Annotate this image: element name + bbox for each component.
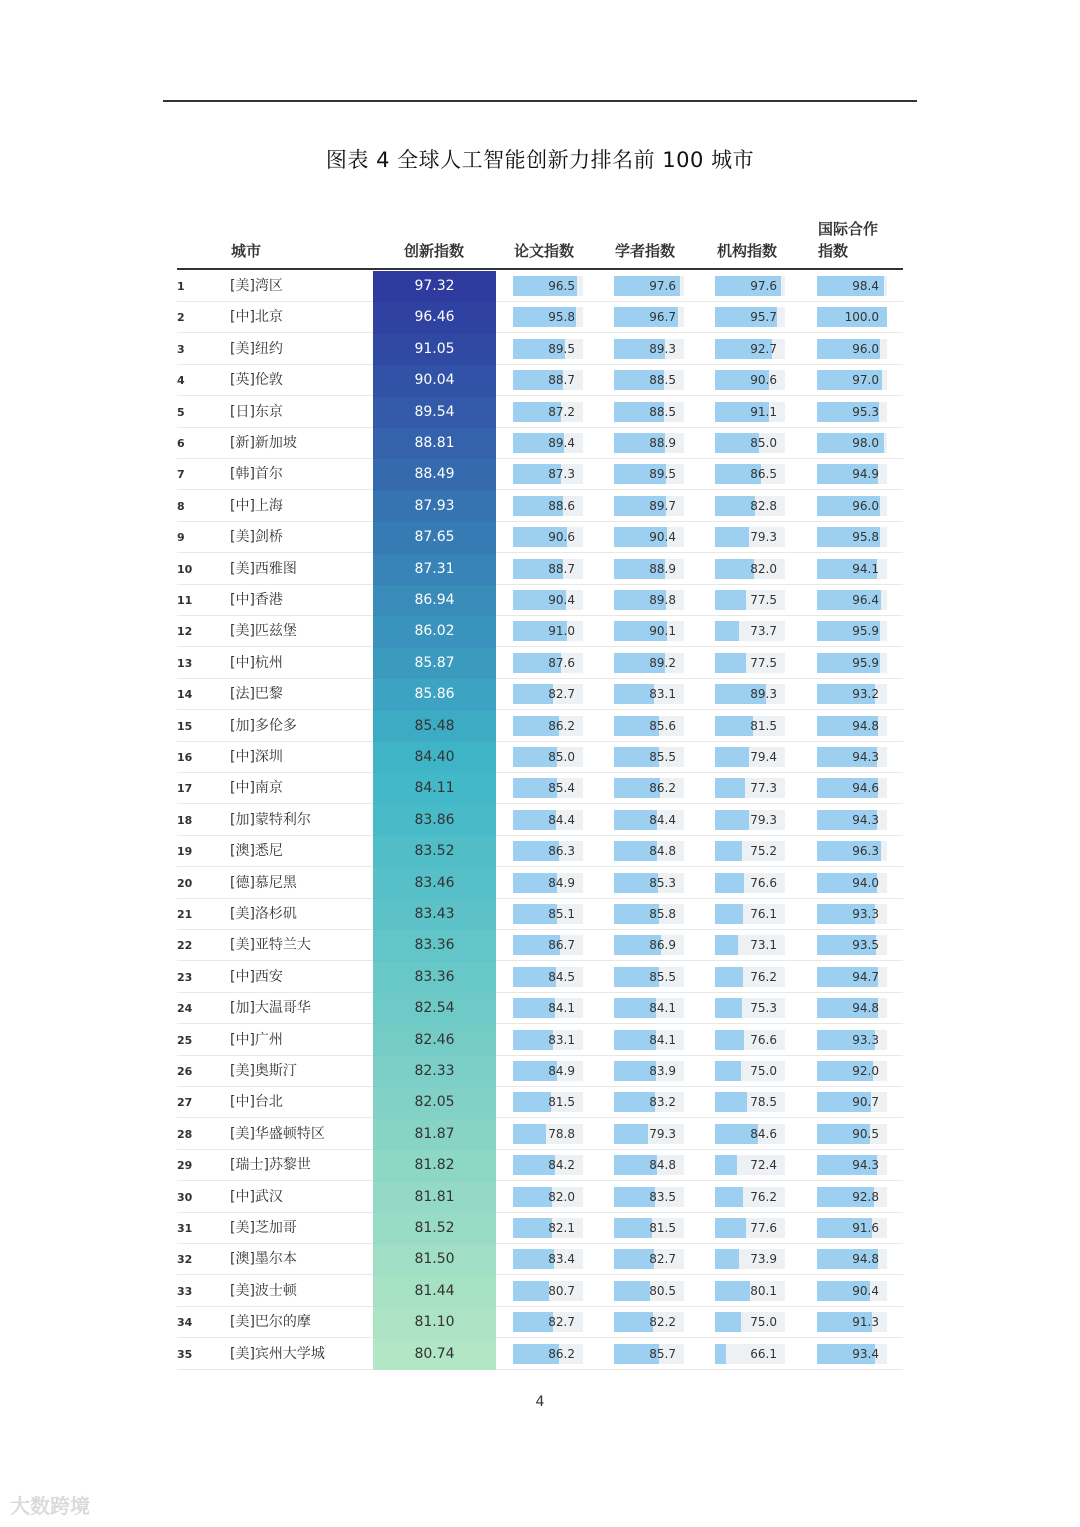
city-label: [新]新加坡 xyxy=(230,435,297,451)
institution-value: 72.4 xyxy=(750,1158,777,1173)
rank-label: 29 xyxy=(177,1159,193,1173)
rank-label: 21 xyxy=(177,908,193,921)
header-scholar: 学者指数 xyxy=(615,242,676,260)
institution-value: 77.5 xyxy=(750,655,777,670)
scholar-value: 83.2 xyxy=(649,1095,676,1110)
page-number: 4 xyxy=(535,1394,545,1410)
rank-label: 16 xyxy=(177,751,193,764)
city-label: [瑞士]苏黎世 xyxy=(230,1157,311,1174)
scholar-value: 88.9 xyxy=(649,561,676,576)
rank-label: 12 xyxy=(177,625,193,639)
scholar-value: 84.4 xyxy=(649,812,676,827)
paper-value: 85.4 xyxy=(548,781,575,796)
city-label: [美]匹兹堡 xyxy=(230,623,297,640)
scholar-value: 85.3 xyxy=(649,875,676,890)
header-intl xyxy=(818,218,878,262)
intl-value: 96.0 xyxy=(852,341,879,356)
innovation-index-cell: 82.46 xyxy=(373,1025,496,1056)
paper-value: 84.9 xyxy=(548,875,575,890)
innovation-index-cell: 81.50 xyxy=(373,1244,496,1275)
innovation-index-cell: 83.52 xyxy=(373,836,496,867)
institution-value: 90.6 xyxy=(750,373,777,388)
innovation-index-cell: 82.05 xyxy=(373,1087,496,1118)
paper-value: 86.2 xyxy=(548,718,575,733)
innovation-index-cell: 87.93 xyxy=(373,491,496,522)
paper-value: 91.0 xyxy=(548,624,575,639)
intl-value: 90.4 xyxy=(852,1283,879,1298)
paper-value: 87.3 xyxy=(548,467,575,482)
city-label: [日]东京 xyxy=(230,403,283,420)
institution-value: 89.3 xyxy=(750,687,777,702)
rank-label: 30 xyxy=(177,1190,193,1204)
scholar-value: 90.4 xyxy=(649,530,676,545)
intl-value: 94.7 xyxy=(852,969,879,984)
scholar-value: 84.1 xyxy=(649,1001,676,1016)
innovation-index-cell: 85.87 xyxy=(373,648,496,679)
header-intl-line2: 指数 xyxy=(818,242,849,260)
institution-value: 95.7 xyxy=(750,310,777,325)
scholar-value: 90.1 xyxy=(649,624,676,639)
paper-value: 84.9 xyxy=(548,1064,575,1078)
institution-value: 73.9 xyxy=(750,1252,777,1267)
institution-value: 81.5 xyxy=(750,718,777,733)
scholar-value: 85.5 xyxy=(649,750,676,764)
innovation-index-cell: 86.02 xyxy=(373,616,496,647)
scholar-value: 97.6 xyxy=(649,279,676,293)
intl-value: 98.0 xyxy=(852,436,879,450)
header-city: 城市 xyxy=(231,242,262,260)
rank-label: 3 xyxy=(177,342,185,356)
scholar-value: 85.5 xyxy=(649,969,676,984)
innovation-index-cell: 96.46 xyxy=(373,302,496,333)
scholar-value: 84.8 xyxy=(649,844,676,859)
institution-value: 76.2 xyxy=(750,1189,777,1204)
table-row xyxy=(177,1213,903,1244)
scholar-value: 89.7 xyxy=(649,498,676,513)
intl-value: 98.4 xyxy=(852,279,879,293)
institution-value: 92.7 xyxy=(750,341,777,356)
paper-value: 86.7 xyxy=(548,938,575,953)
city-label: [美]洛杉矶 xyxy=(230,906,297,922)
table-row xyxy=(177,836,903,867)
intl-value: 90.5 xyxy=(852,1126,879,1141)
header-institution: 机构指数 xyxy=(717,242,778,260)
intl-value: 94.0 xyxy=(852,875,879,890)
innovation-index-cell: 88.49 xyxy=(373,459,496,490)
paper-value: 82.1 xyxy=(548,1221,575,1235)
innovation-index-cell: 85.48 xyxy=(373,711,496,742)
paper-value: 90.6 xyxy=(548,530,575,545)
intl-value: 92.8 xyxy=(852,1189,879,1204)
table-row xyxy=(177,302,903,333)
innovation-index-cell: 81.81 xyxy=(373,1182,496,1213)
city-label: [韩]首尔 xyxy=(230,466,283,483)
paper-value: 81.5 xyxy=(548,1095,575,1110)
city-label: [美]芝加哥 xyxy=(230,1220,297,1236)
institution-value: 77.5 xyxy=(750,593,777,607)
rank-label: 25 xyxy=(177,1033,193,1047)
city-label: [美]巴尔的摩 xyxy=(230,1314,311,1331)
scholar-value: 96.7 xyxy=(649,310,676,325)
intl-value: 94.6 xyxy=(852,781,879,796)
paper-value: 95.8 xyxy=(548,310,575,325)
innovation-index-cell: 82.54 xyxy=(373,993,496,1024)
institution-value: 75.0 xyxy=(750,1315,777,1330)
innovation-index-cell: 90.04 xyxy=(373,365,496,396)
city-label: [中]香港 xyxy=(230,592,283,608)
scholar-value: 86.2 xyxy=(649,781,676,796)
rank-label: 15 xyxy=(177,719,193,733)
innovation-index-cell: 81.10 xyxy=(373,1307,496,1338)
paper-value: 78.8 xyxy=(548,1126,575,1141)
paper-value: 83.1 xyxy=(548,1032,575,1047)
table-row xyxy=(177,1339,903,1370)
rank-label: 22 xyxy=(177,939,193,953)
rank-label: 10 xyxy=(177,562,193,576)
institution-value: 79.3 xyxy=(750,812,777,827)
institution-value: 73.1 xyxy=(750,938,777,953)
innovation-index-cell: 84.11 xyxy=(373,773,496,804)
header-intl-line1: 国际合作 xyxy=(818,220,879,238)
institution-value: 76.6 xyxy=(750,1032,777,1047)
paper-value: 89.4 xyxy=(548,436,575,450)
city-label: [美]奥斯汀 xyxy=(230,1063,297,1079)
innovation-index-cell: 81.52 xyxy=(373,1213,496,1244)
innovation-index-cell: 83.36 xyxy=(373,962,496,993)
header-paper: 论文指数 xyxy=(514,242,575,260)
top-rule xyxy=(163,100,917,102)
scholar-value: 83.9 xyxy=(649,1064,676,1078)
scholar-value: 83.5 xyxy=(649,1189,676,1204)
table-row xyxy=(177,1150,903,1181)
intl-value: 95.9 xyxy=(852,624,879,639)
paper-value: 84.5 xyxy=(548,969,575,984)
intl-value: 93.3 xyxy=(852,907,879,921)
city-label: [澳]悉尼 xyxy=(230,843,283,860)
table-row xyxy=(177,742,903,773)
rank-label: 6 xyxy=(177,437,185,450)
innovation-index-cell: 83.86 xyxy=(373,805,496,836)
table-row xyxy=(177,773,903,804)
rank-label: 23 xyxy=(177,970,193,984)
institution-value: 78.5 xyxy=(750,1095,777,1110)
intl-value: 93.3 xyxy=(852,1032,879,1047)
rank-label: 24 xyxy=(177,1002,193,1016)
intl-value: 96.4 xyxy=(852,593,879,607)
institution-value: 75.2 xyxy=(750,844,777,859)
city-label: [中]南京 xyxy=(230,780,283,797)
city-label: [中]杭州 xyxy=(230,654,283,671)
city-label: [美]湾区 xyxy=(230,278,283,294)
institution-value: 76.1 xyxy=(750,907,777,921)
table-row xyxy=(177,397,903,428)
rank-label: 31 xyxy=(177,1222,193,1235)
city-label: [美]西雅图 xyxy=(230,560,297,577)
institution-value: 75.3 xyxy=(750,1001,777,1016)
intl-value: 90.7 xyxy=(852,1095,879,1110)
paper-value: 84.1 xyxy=(548,1001,575,1016)
table-row xyxy=(177,365,903,396)
scholar-value: 88.5 xyxy=(649,404,676,419)
table-row xyxy=(177,1244,903,1275)
innovation-index-cell: 80.74 xyxy=(373,1339,496,1370)
paper-value: 80.7 xyxy=(548,1283,575,1298)
rank-label: 20 xyxy=(177,876,193,890)
innovation-index-cell: 83.46 xyxy=(373,868,496,899)
intl-value: 95.3 xyxy=(852,404,879,419)
paper-value: 96.5 xyxy=(548,279,575,293)
table-row xyxy=(177,805,903,836)
institution-value: 66.1 xyxy=(750,1346,777,1361)
institution-value: 79.3 xyxy=(750,530,777,545)
intl-value: 95.8 xyxy=(852,530,879,545)
innovation-index-cell: 88.81 xyxy=(373,428,496,459)
table-row xyxy=(177,334,903,365)
innovation-index-cell: 81.44 xyxy=(373,1276,496,1307)
table-row xyxy=(177,271,903,302)
watermark: 大数跨境 xyxy=(10,1494,90,1518)
scholar-value: 79.3 xyxy=(649,1126,676,1141)
rank-label: 14 xyxy=(177,688,193,702)
intl-value: 92.0 xyxy=(852,1064,879,1078)
paper-value: 85.0 xyxy=(548,750,575,764)
table-row xyxy=(177,1119,903,1150)
table-row xyxy=(177,711,903,742)
innovation-index-cell: 91.05 xyxy=(373,334,496,365)
innovation-index-cell: 89.54 xyxy=(373,397,496,428)
scholar-value: 89.8 xyxy=(649,593,676,607)
innovation-index-cell: 86.94 xyxy=(373,585,496,616)
intl-value: 94.3 xyxy=(852,812,879,827)
institution-value: 82.8 xyxy=(750,498,777,513)
table-row xyxy=(177,459,903,490)
rank-label: 11 xyxy=(177,594,193,607)
city-label: [加]多伦多 xyxy=(230,717,297,734)
scholar-value: 82.7 xyxy=(649,1252,676,1267)
city-label: [美]剑桥 xyxy=(230,529,283,546)
scholar-value: 81.5 xyxy=(649,1221,676,1235)
city-label: [中]深圳 xyxy=(230,749,283,765)
city-label: [中]台北 xyxy=(230,1094,283,1111)
intl-value: 94.9 xyxy=(852,467,879,482)
institution-value: 85.0 xyxy=(750,436,777,450)
institution-value: 76.2 xyxy=(750,969,777,984)
rank-label: 34 xyxy=(177,1316,193,1330)
city-label: [美]宾州大学城 xyxy=(230,1345,325,1362)
city-label: [中]广州 xyxy=(230,1031,283,1048)
city-label: [英]伦敦 xyxy=(230,372,283,389)
paper-value: 82.7 xyxy=(548,1315,575,1330)
rank-label: 1 xyxy=(177,280,185,293)
rank-label: 4 xyxy=(177,374,185,388)
scholar-value: 88.5 xyxy=(649,373,676,388)
institution-value: 82.0 xyxy=(750,561,777,576)
innovation-index-cell: 87.65 xyxy=(373,522,496,553)
intl-value: 100.0 xyxy=(844,310,879,325)
institution-value: 75.0 xyxy=(750,1064,777,1078)
institution-value: 80.1 xyxy=(750,1283,777,1298)
chart-title: 图表 4 全球人工智能创新力排名前 100 城市 xyxy=(325,148,755,172)
intl-value: 93.4 xyxy=(852,1346,879,1361)
paper-value: 87.2 xyxy=(548,404,575,419)
innovation-index-cell: 87.31 xyxy=(373,554,496,585)
intl-value: 95.9 xyxy=(852,655,879,670)
city-label: [中]武汉 xyxy=(230,1188,283,1205)
city-label: [澳]墨尔本 xyxy=(230,1251,297,1268)
scholar-value: 85.6 xyxy=(649,718,676,733)
paper-value: 82.0 xyxy=(548,1189,575,1204)
scholar-value: 88.9 xyxy=(649,436,676,450)
table-row xyxy=(177,428,903,459)
rank-label: 8 xyxy=(177,499,185,513)
table-row xyxy=(177,491,903,522)
city-label: [德]慕尼黑 xyxy=(230,874,297,891)
institution-value: 91.1 xyxy=(750,404,777,419)
table-row xyxy=(177,1087,903,1118)
city-label: [美]华盛顿特区 xyxy=(230,1125,325,1142)
city-label: [中]上海 xyxy=(230,497,283,514)
paper-value: 85.1 xyxy=(548,907,575,921)
innovation-index-cell: 85.86 xyxy=(373,679,496,710)
innovation-index-cell: 97.32 xyxy=(373,271,496,302)
city-label: [加]蒙特利尔 xyxy=(230,811,311,828)
institution-value: 97.6 xyxy=(750,279,777,293)
rank-label: 7 xyxy=(177,468,185,482)
institution-value: 77.6 xyxy=(750,1221,777,1235)
intl-value: 94.3 xyxy=(852,1158,879,1173)
table-row xyxy=(177,962,903,993)
table-row xyxy=(177,1182,903,1213)
intl-value: 96.3 xyxy=(852,844,879,859)
institution-value: 84.6 xyxy=(750,1126,777,1141)
paper-value: 88.7 xyxy=(548,561,575,576)
paper-value: 83.4 xyxy=(548,1252,575,1267)
table-row xyxy=(177,1056,903,1087)
table-row xyxy=(177,1276,903,1307)
table-row xyxy=(177,1025,903,1056)
table-row xyxy=(177,648,903,679)
table-row xyxy=(177,554,903,585)
innovation-index-cell: 81.82 xyxy=(373,1150,496,1181)
scholar-value: 80.5 xyxy=(649,1283,676,1298)
paper-value: 84.2 xyxy=(548,1158,575,1173)
table-row xyxy=(177,616,903,647)
paper-value: 87.6 xyxy=(548,655,575,670)
institution-value: 79.4 xyxy=(750,750,777,764)
intl-value: 94.8 xyxy=(852,718,879,733)
paper-value: 84.4 xyxy=(548,812,575,827)
rank-label: 5 xyxy=(177,405,185,419)
paper-value: 82.7 xyxy=(548,687,575,702)
rank-label: 35 xyxy=(177,1347,193,1361)
scholar-value: 84.1 xyxy=(649,1032,676,1047)
table-row xyxy=(177,1307,903,1338)
paper-value: 88.7 xyxy=(548,373,575,388)
rank-label: 2 xyxy=(177,311,185,325)
city-label: [中]北京 xyxy=(230,309,283,326)
innovation-index-cell: 83.36 xyxy=(373,930,496,961)
scholar-value: 84.8 xyxy=(649,1158,676,1173)
institution-value: 77.3 xyxy=(750,781,777,796)
paper-value: 89.5 xyxy=(548,341,575,356)
institution-value: 76.6 xyxy=(750,875,777,890)
city-label: [中]西安 xyxy=(230,968,283,985)
rank-label: 13 xyxy=(177,656,193,670)
institution-value: 73.7 xyxy=(750,624,777,639)
scholar-value: 85.8 xyxy=(649,907,676,921)
intl-value: 94.3 xyxy=(852,750,879,764)
table-row xyxy=(177,522,903,553)
innovation-index-cell: 82.33 xyxy=(373,1056,496,1087)
rank-label: 18 xyxy=(177,813,193,827)
table-row xyxy=(177,868,903,899)
rank-label: 28 xyxy=(177,1127,193,1141)
rank-label: 26 xyxy=(177,1065,193,1078)
intl-value: 91.3 xyxy=(852,1315,879,1330)
scholar-value: 89.2 xyxy=(649,655,676,670)
intl-value: 94.8 xyxy=(852,1001,879,1016)
table-row xyxy=(177,585,903,616)
paper-value: 86.3 xyxy=(548,844,575,859)
header-rule xyxy=(177,268,903,270)
scholar-value: 89.3 xyxy=(649,341,676,356)
table-row xyxy=(177,930,903,961)
rank-label: 17 xyxy=(177,782,193,796)
city-label: [美]纽约 xyxy=(230,340,283,357)
intl-value: 91.6 xyxy=(852,1221,879,1235)
innovation-index-cell: 84.40 xyxy=(373,742,496,773)
innovation-index-cell: 83.43 xyxy=(373,899,496,930)
scholar-value: 82.2 xyxy=(649,1315,676,1330)
paper-value: 90.4 xyxy=(548,593,575,607)
institution-value: 86.5 xyxy=(750,467,777,482)
intl-value: 97.0 xyxy=(852,373,879,388)
scholar-value: 83.1 xyxy=(649,687,676,702)
intl-value: 93.5 xyxy=(852,938,879,953)
table-row xyxy=(177,993,903,1024)
city-label: [法]巴黎 xyxy=(230,686,283,703)
paper-value: 88.6 xyxy=(548,498,575,513)
rank-label: 19 xyxy=(177,845,193,859)
rank-label: 9 xyxy=(177,531,185,545)
rank-label: 33 xyxy=(177,1284,193,1298)
rank-label: 27 xyxy=(177,1096,193,1110)
intl-value: 93.2 xyxy=(852,687,879,702)
table-row xyxy=(177,679,903,710)
intl-value: 94.8 xyxy=(852,1252,879,1267)
intl-value: 96.0 xyxy=(852,498,879,513)
intl-value: 94.1 xyxy=(852,561,879,576)
paper-value: 86.2 xyxy=(548,1346,575,1361)
rank-label: 32 xyxy=(177,1253,193,1267)
scholar-value: 89.5 xyxy=(649,467,676,482)
city-label: [美]波士顿 xyxy=(230,1282,297,1299)
scholar-value: 85.7 xyxy=(649,1346,676,1361)
scholar-value: 86.9 xyxy=(649,938,676,953)
city-label: [美]亚特兰大 xyxy=(230,937,311,954)
innovation-index-cell: 81.87 xyxy=(373,1119,496,1150)
city-label: [加]大温哥华 xyxy=(230,1000,311,1017)
header-innovation: 创新指数 xyxy=(404,242,465,260)
table-row xyxy=(177,899,903,930)
